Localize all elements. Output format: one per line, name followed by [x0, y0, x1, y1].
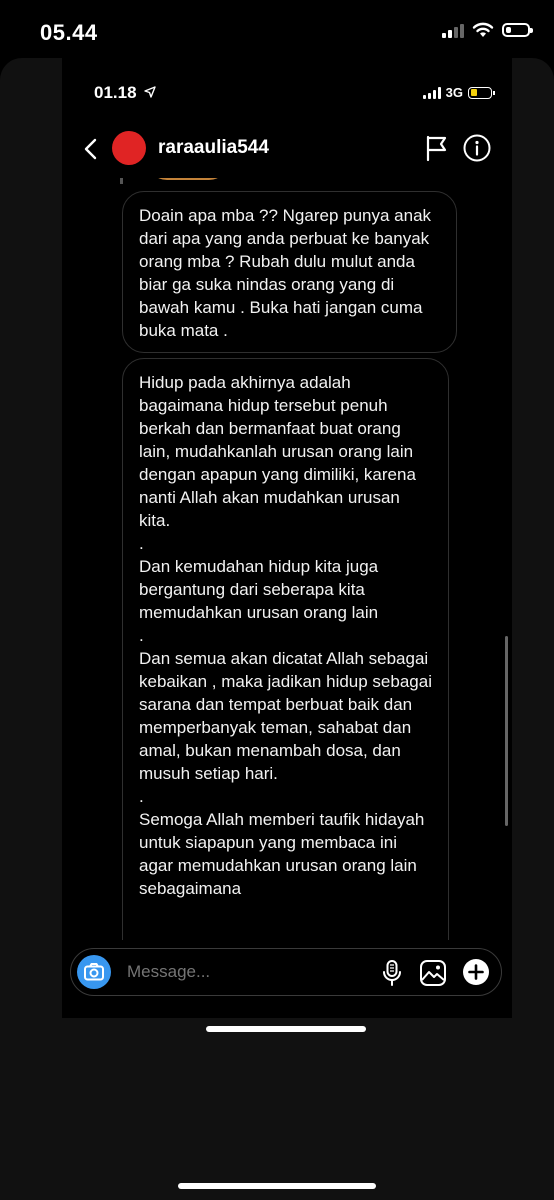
inner-home-indicator	[206, 1026, 366, 1032]
location-arrow-icon	[144, 86, 156, 98]
network-type: 3G	[445, 85, 463, 100]
device-clock: 05.44	[40, 20, 98, 45]
inner-clock	[94, 83, 156, 103]
wifi-icon	[472, 22, 494, 38]
message-thread[interactable]	[62, 178, 512, 940]
device-status-bar	[0, 0, 554, 62]
previous-message-bubble	[147, 178, 229, 180]
inner-status-icons	[423, 85, 492, 100]
home-indicator	[178, 1183, 376, 1189]
inner-signal-icon	[423, 87, 441, 99]
inner-status-bar	[62, 78, 492, 108]
plus-circle-icon[interactable]	[461, 957, 491, 987]
message-bubble[interactable]	[122, 191, 457, 353]
chevron-left-icon[interactable]	[78, 134, 104, 164]
device-status-icons	[442, 22, 530, 38]
message-bubble[interactable]	[122, 358, 449, 940]
camera-icon	[77, 955, 111, 989]
microphone-icon[interactable]	[379, 959, 405, 987]
flag-icon[interactable]	[422, 133, 450, 163]
inner-battery-icon	[468, 87, 492, 99]
scrollbar[interactable]	[505, 636, 508, 826]
battery-icon	[502, 23, 530, 37]
message-composer	[70, 948, 502, 996]
message-text: Doain apa mba ?? Ngarep punya anak dari apa yang anda perbuat ke banyak orang mba ? Rubah dulu mulut anda biar ga suka nindas orang yang di bawah kamu . Buka hati jangan cuma buka mata .	[139, 206, 432, 340]
message-text: Hidup pada akhirnya adalah bagaimana hidup tersebut penuh berkah dan bermanfaat buat orang lain, mudahkanlah urusan orang lain dengan apapun yang dimiliki, karena nanti Allah akan mudahkan urusan kita. . Dan kemudahan hidup kita juga bergantung dari seberapa kita memudahkan urusan orang lain . Dan semua akan dicatat Allah sebagai kebaikan , maka jadikan hidup sebagai sarana dan tempat berbuat baik dan memperbanyak teman, sahabat dan amal, bukan menambah dosa, dan musuh setiap hari. . Semoga Allah memberi taufik hidayah untuk siapapun yang membaca ini agar memudahkan urusan orang lain sebagaimana	[139, 373, 432, 898]
dm-header	[62, 118, 512, 178]
inner-clock-text: 01.18	[94, 83, 137, 102]
signal-bars-icon	[442, 22, 464, 38]
gallery-icon[interactable]	[419, 959, 447, 987]
message-input[interactable]	[127, 962, 357, 982]
thread-connector	[120, 178, 123, 184]
camera-button[interactable]	[77, 955, 111, 989]
info-icon[interactable]	[462, 133, 492, 163]
avatar[interactable]	[112, 131, 146, 165]
username[interactable]: raraaulia544	[158, 137, 269, 158]
